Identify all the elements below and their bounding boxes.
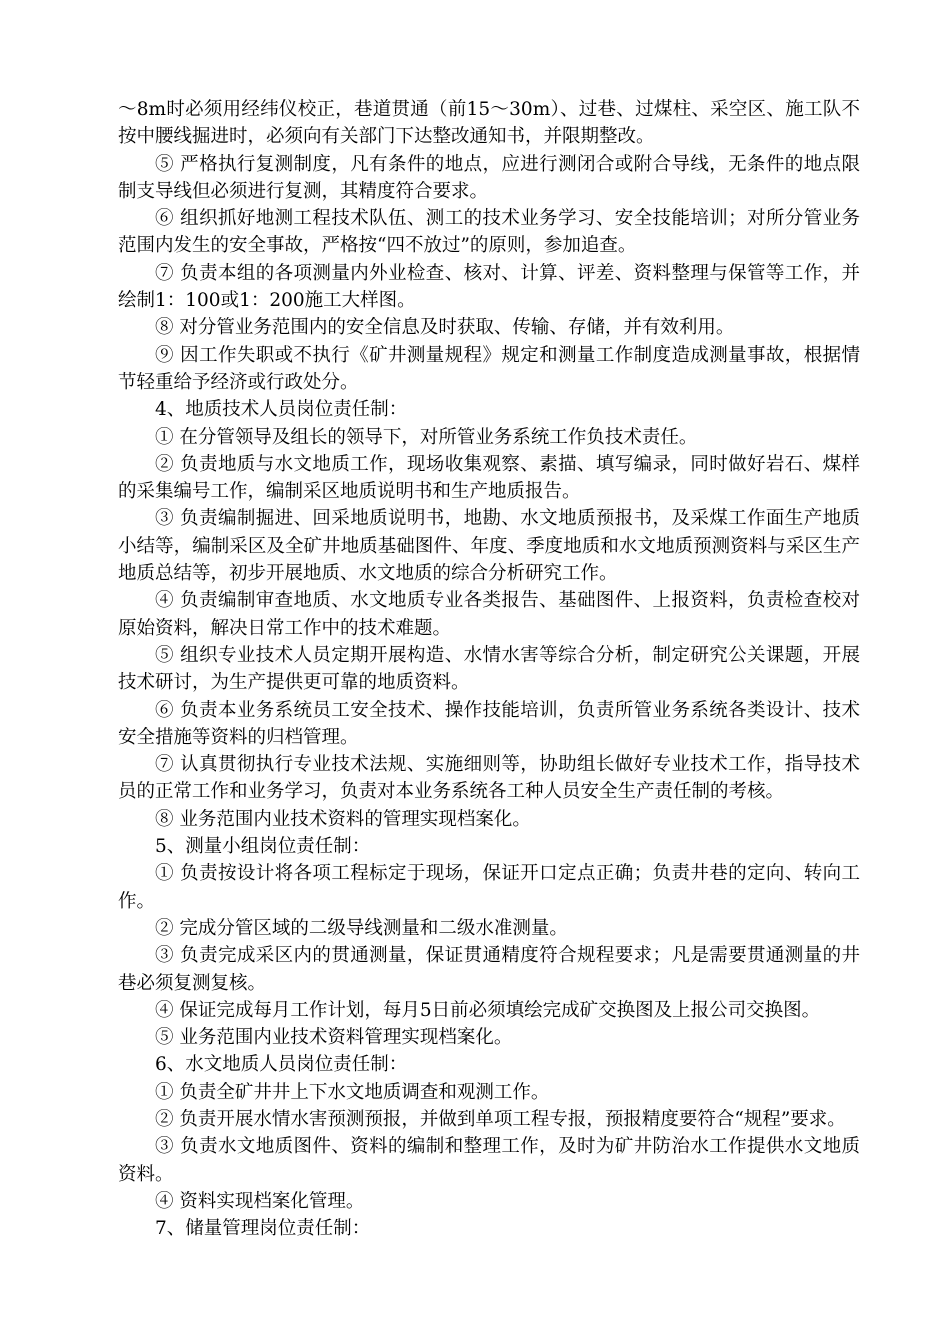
body-text [118, 96, 860, 1242]
paragraph: ① 负责全矿井井上下水文地质调查和观测工作。 [155, 1081, 550, 1103]
paragraph: ② 负责地质与水文地质工作，现场收集观察、素描、填写编录，同时做好岩石、煤样的采集编号工作，编制采区地质说明书和生产地质报告。 [118, 453, 860, 503]
paragraph: ④ 保证完成每月工作计划，每月5日前必须填绘完成矿交换图及上报公司交换图。 [155, 999, 821, 1021]
paragraph: ⑦ 负责本组的各项测量内外业检查、核对、计算、评差、资料整理与保管等工作，并绘制1：100或1：200施工大样图。 [118, 262, 860, 312]
paragraph: ④ 负责编制审查地质、水文地质专业各类报告、基础图件、上报资料，负责检查校对原始资料，解决日常工作中的技术难题。 [118, 590, 860, 639]
paragraph: ～8m时必须用经纬仪校正，巷道贯通（前15～30m）、过巷、过煤柱、采空区、施工队不按中腰线掘进时，必须向有关部门下达整改通知书，并限期整改。 [118, 99, 860, 148]
paragraph: ⑥ 组织抓好地测工程技术队伍、测工的技术业务学习、安全技能培训；对所分管业务范围内发生的安全事故，严格按“四不放过”的原则，参加追查。 [118, 208, 860, 257]
paragraph: 4、地质技术人员岗位责任制： [155, 399, 408, 421]
paragraph: ⑧ 业务范围内业技术资料的管理实现档案化。 [155, 808, 531, 830]
paragraph: ③ 负责水文地质图件、资料的编制和整理工作，及时为矿井防治水工作提供水文地质资料。 [118, 1136, 860, 1185]
paragraph: 7、储量管理岗位责任制： [155, 1218, 371, 1240]
paragraph: ⑤ 业务范围内业技术资料管理实现档案化。 [155, 1027, 513, 1049]
paragraph: ⑨ 因工作失职或不执行《矿井测量规程》规定和测量工作制度造成测量事故，根据情节轻重给予经济或行政处分。 [118, 344, 860, 393]
paragraph: ⑤ 组织专业技术人员定期开展构造、水情水害等综合分析，制定研究公关课题，开展技术研讨，为生产提供更可靠的地质资料。 [118, 644, 860, 694]
paragraph: ③ 负责完成采区内的贯通测量，保证贯通精度符合规程要求；凡是需要贯通测量的井巷必须复测复核。 [118, 945, 860, 994]
paragraph: ⑧ 对分管业务范围内的安全信息及时获取、传输、存储，并有效利用。 [155, 317, 735, 339]
paragraph: ④ 资料实现档案化管理。 [155, 1190, 365, 1212]
paragraph: ① 在分管领导及组长的领导下，对所管业务系统工作负技术责任。 [155, 426, 698, 448]
paragraph: ⑥ 负责本业务系统员工安全技术、操作技能培训，负责所管业务系统各类设计、技术安全措施等资料的归档管理。 [118, 699, 860, 748]
paragraph: ① 负责按设计将各项工程标定于现场，保证开口定点正确；负责井巷的定向、转向工作。 [118, 863, 860, 912]
paragraph: ⑤ 严格执行复测制度，凡有条件的地点，应进行测闭合或附合导线，无条件的地点限制支导线但必须进行复测，其精度符合要求。 [118, 153, 860, 202]
paragraph: ② 完成分管区域的二级导线测量和二级水准测量。 [155, 917, 568, 939]
paragraph: 6、水文地质人员岗位责任制： [155, 1054, 408, 1076]
paragraph: ⑦ 认真贯彻执行专业技术法规、实施细则等，协助组长做好专业技术工作，指导技术员的正常工作和业务学习，负责对本业务系统各工种人员安全生产责任制的考核。 [118, 754, 860, 803]
paragraph: 5、测量小组岗位责任制： [155, 836, 371, 858]
paragraph: ③ 负责编制掘进、回采地质说明书，地勘、水文地质预报书，及采煤工作面生产地质小结等，编制采区及全矿井地质基础图件、年度、季度地质和水文地质预测资料与采区生产地质总结等，初步开展地质、水文地质的综合分析研究工作。 [118, 508, 860, 585]
paragraph: ② 负责开展水情水害预测预报，并做到单项工程专报，预报精度要符合“规程”要求。 [155, 1108, 846, 1130]
